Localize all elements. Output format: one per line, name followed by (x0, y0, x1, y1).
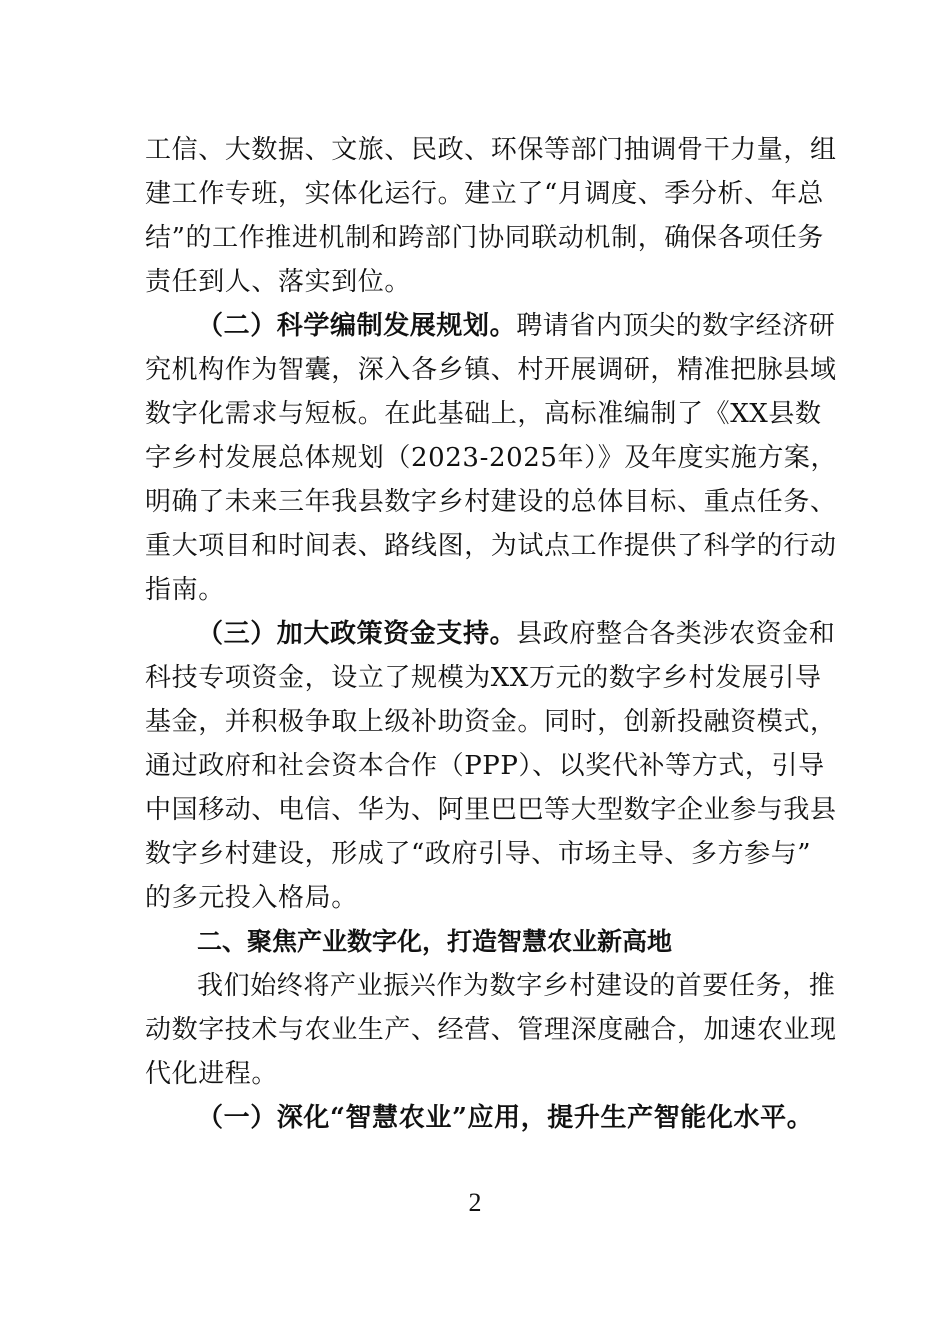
paragraph-title: （二）科学编制发展规划。 (197, 311, 517, 341)
paragraph-line: 指南。 (145, 575, 225, 605)
paragraph-line: 数字乡村建设，形成了“政府引导、市场主导、多方参与” (145, 839, 812, 869)
paragraph-line: 重大项目和时间表、路线图，为试点工作提供了科学的行动 (145, 531, 837, 561)
paragraph-first-line (197, 306, 836, 346)
paragraph-line: 中国移动、电信、华为、阿里巴巴等大型数字企业参与我县 (145, 795, 837, 825)
page-number: 2 (468, 1188, 482, 1217)
section-heading: 二、聚焦产业数字化，打造智慧农业新高地 (197, 927, 673, 956)
paragraph-line: 明确了未来三年我县数字乡村建设的总体目标、重点任务、 (145, 487, 837, 517)
paragraph-line: 字乡村发展总体规划（2023-2025年）》及年度实施方案， (145, 443, 838, 473)
paragraph-line: 建工作专班，实体化运行。建立了“月调度、季分析、年总 (145, 179, 824, 209)
subsection-heading: （一）深化“智慧农业”应用，提升生产智能化水平。 (197, 1103, 814, 1133)
paragraph-line: 结”的工作推进机制和跨部门协同联动机制，确保各项任务 (145, 223, 824, 253)
paragraph-line: 代化进程。 (145, 1059, 279, 1089)
paragraph-line: 工信、大数据、文旅、民政、环保等部门抽调骨干力量，组 (145, 135, 837, 165)
paragraph-line: 通过政府和社会资本合作（PPP）、以奖代补等方式，引导 (145, 751, 825, 781)
paragraph-line: 基金，并积极争取上级补助资金。同时，创新投融资模式， (145, 707, 837, 737)
paragraph-first-line (197, 614, 836, 654)
paragraph-line: 科技专项资金，设立了规模为XX万元的数字乡村发展引导 (145, 663, 822, 693)
paragraph-line: 数字化需求与短板。在此基础上，高标准编制了《XX县数 (145, 399, 822, 429)
paragraph-text: 聘请省内顶尖的数字经济研 (516, 311, 836, 341)
paragraph-line: 责任到人、落实到位。 (145, 267, 412, 297)
paragraph-text: 县政府整合各类涉农资金和 (516, 619, 836, 649)
paragraph-line: 究机构作为智囊，深入各乡镇、村开展调研，精准把脉县域 (145, 355, 837, 385)
paragraph-line: 动数字技术与农业生产、经营、管理深度融合，加速农业现 (145, 1015, 837, 1045)
paragraph-title: （三）加大政策资金支持。 (197, 619, 517, 649)
paragraph-line: 的多元投入格局。 (145, 883, 358, 913)
paragraph-first-line: 我们始终将产业振兴作为数字乡村建设的首要任务，推 (197, 971, 836, 1001)
